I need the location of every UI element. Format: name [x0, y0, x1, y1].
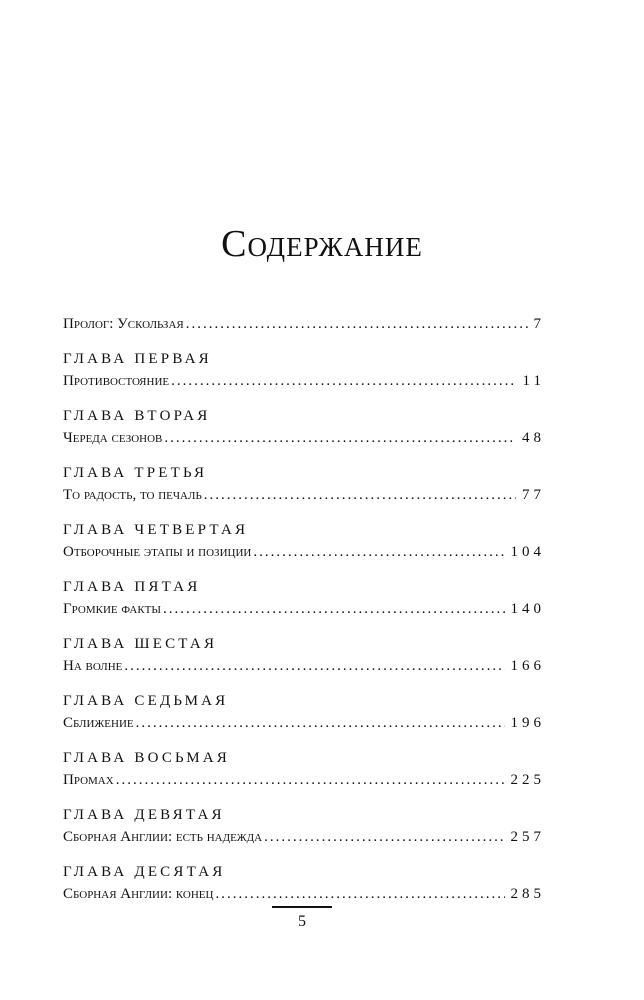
chapter-heading: ГЛАВА ДЕСЯТАЯ — [63, 864, 226, 880]
dot-leader — [171, 370, 516, 392]
toc-page-number: 166 — [510, 658, 545, 674]
dot-leader — [116, 769, 505, 791]
toc-entry[interactable] — [63, 655, 545, 677]
toc-entry[interactable] — [63, 826, 545, 848]
toc-entry[interactable] — [63, 541, 545, 563]
toc-entry[interactable] — [63, 427, 545, 449]
toc-entry-title: На волне — [63, 658, 123, 674]
toc-entry-title: Громкие факты — [63, 601, 161, 617]
toc-entry-title: То радость, то печаль — [63, 487, 202, 503]
toc-chapter-3 — [63, 462, 545, 506]
toc-entry-prologue[interactable] — [63, 313, 545, 335]
chapter-heading: ГЛАВА ТРЕТЬЯ — [63, 465, 208, 481]
toc-entry[interactable] — [63, 769, 545, 791]
dot-leader — [215, 883, 504, 905]
toc-page-number: 7 — [533, 316, 545, 332]
chapter-heading: ГЛАВА ПЯТАЯ — [63, 579, 201, 595]
toc-entry[interactable] — [63, 883, 545, 905]
toc-page-number: 77 — [522, 487, 545, 503]
dot-leader — [136, 712, 505, 734]
toc-chapter-1 — [63, 348, 545, 392]
toc-entry-title: Сборная Англии: есть надежда — [63, 829, 263, 845]
toc-entry[interactable] — [63, 484, 545, 506]
chapter-heading: ГЛАВА СЕДЬМАЯ — [63, 693, 229, 709]
toc-chapter-6 — [63, 633, 545, 677]
toc-chapter-5 — [63, 576, 545, 620]
toc-page-number: 140 — [510, 601, 545, 617]
toc-chapter-10 — [63, 861, 545, 905]
toc-chapter-8 — [63, 747, 545, 791]
toc-page-number: 11 — [522, 373, 545, 389]
toc-chapter-9 — [63, 804, 545, 848]
page-number: 5 — [298, 913, 306, 930]
dot-leader — [164, 427, 516, 449]
toc-entry[interactable] — [63, 370, 545, 392]
toc-entry-title: Противостояние — [63, 373, 170, 389]
toc-chapter-7 — [63, 690, 545, 734]
toc-entry-title: Промах — [63, 772, 114, 788]
toc-entry-title: Сближение — [63, 715, 134, 731]
chapter-heading: ГЛАВА ЧЕТВЕРТАЯ — [63, 522, 249, 538]
dot-leader — [264, 826, 504, 848]
toc-entry-title: Отборочные этапы и позиции — [63, 544, 252, 560]
chapter-heading: ГЛАВА ПЕРВАЯ — [63, 351, 212, 367]
toc-page-number: 225 — [510, 772, 545, 788]
toc-chapter-4 — [63, 519, 545, 563]
chapter-heading: ГЛАВА ДЕВЯТАЯ — [63, 807, 225, 823]
toc-chapter-2 — [63, 405, 545, 449]
dot-leader — [204, 484, 516, 506]
toc-page-number: 48 — [522, 430, 545, 446]
toc-page-number: 257 — [510, 829, 545, 845]
toc-entry-title: Пролог: Ускользая — [63, 316, 184, 332]
dot-leader — [163, 598, 505, 620]
toc-entry-title: Сборная Англии: конец — [63, 886, 214, 902]
toc-page-number: 285 — [510, 886, 545, 902]
table-of-contents — [63, 313, 545, 918]
page-title: Содержание — [221, 223, 423, 265]
dot-leader — [186, 313, 528, 335]
toc-entry[interactable] — [63, 598, 545, 620]
toc-entry-title: Череда сезонов — [63, 430, 163, 446]
chapter-heading: ГЛАВА ВОСЬМАЯ — [63, 750, 231, 766]
toc-entry[interactable] — [63, 712, 545, 734]
toc-page-number: 104 — [510, 544, 545, 560]
dot-leader — [253, 541, 504, 563]
dot-leader — [124, 655, 504, 677]
toc-page-number: 196 — [510, 715, 545, 731]
chapter-heading: ГЛАВА ВТОРАЯ — [63, 408, 211, 424]
footer-rule — [272, 906, 332, 908]
chapter-heading: ГЛАВА ШЕСТАЯ — [63, 636, 218, 652]
